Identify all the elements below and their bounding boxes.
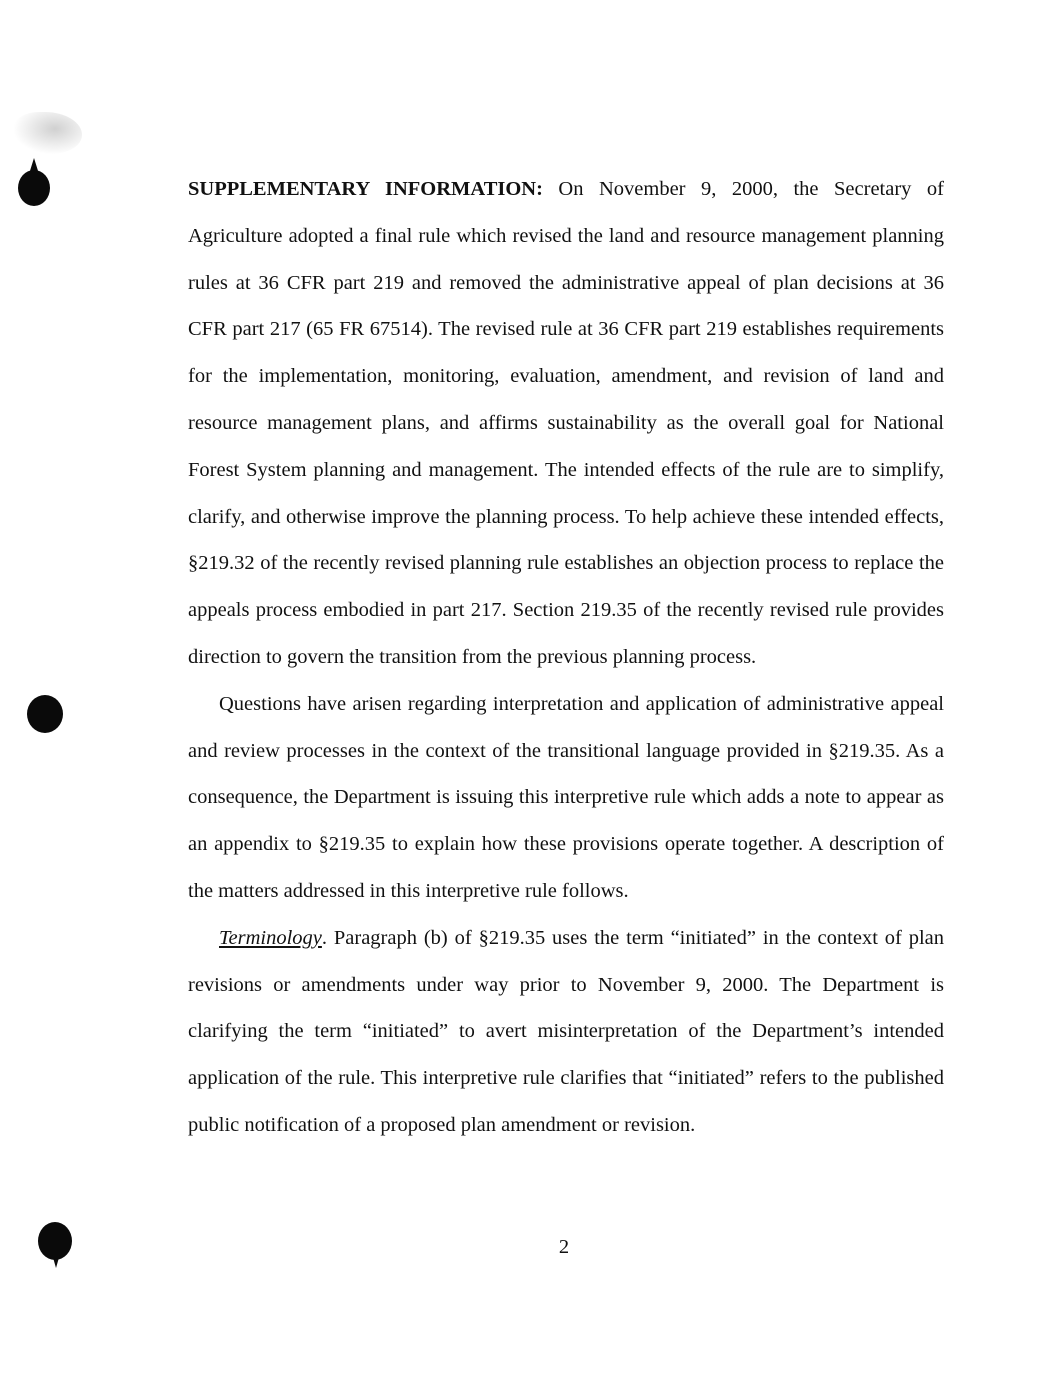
paragraph-questions xyxy=(188,681,944,915)
page-number: 2 xyxy=(558,1236,570,1258)
scan-smudge xyxy=(14,112,82,154)
paragraph-terminology xyxy=(188,915,944,1149)
body-text xyxy=(188,166,944,1149)
paragraph-text: Questions have arisen regarding interpretation and application of administrative appeal and review processes in the context of the transitional language provided in §219.35. As a consequence, the Department is issuing this interpretive rule which adds a note to appear as an appendix to §219.35 to explain how these provisions operate together. A description of the matters addressed in this interpretive rule follows. xyxy=(188,692,944,902)
paragraph-text: . Paragraph (b) of §219.35 uses the term “initiated” in the context of plan revisions or amendments under way prior to November 9, 2000. The Department is clarifying the term “initiated” to avert misinterpretation of the Department’s intended application of the rule. This interpretive rule clarifies that “initiated” refers to the published public notification of a proposed plan amendment or revision. xyxy=(188,926,944,1136)
paragraph-supplementary xyxy=(188,166,944,681)
section-heading: SUPPLEMENTARY INFORMATION: xyxy=(188,178,543,200)
punch-hole-middle xyxy=(27,695,63,733)
paragraph-text: On November 9, 2000, the Secretary of Agriculture adopted a final rule which revised the land and resource management planning rules at 36 CFR part 219 and removed the administrative appeal of plan decisions at 36 CFR part 217 (65 FR 67514). The revised rule at 36 CFR part 219 establishes requirements for the implementation, monitoring, evaluation, amendment, and revision of land and resource management plans, and affirms sustainability as the overall goal for National Forest System planning and management. The intended effects of the rule are to simplify, clarify, and otherwise improve the planning process. To help achieve these intended effects, §219.32 of the recently revised planning rule establishes an objection process to replace the appeals process embodied in part 217. Section 219.35 of the recently revised rule provides direction to govern the transition from the previous planning process. xyxy=(188,178,944,668)
term-heading: Terminology xyxy=(219,926,322,949)
punch-hole-top xyxy=(18,170,50,206)
